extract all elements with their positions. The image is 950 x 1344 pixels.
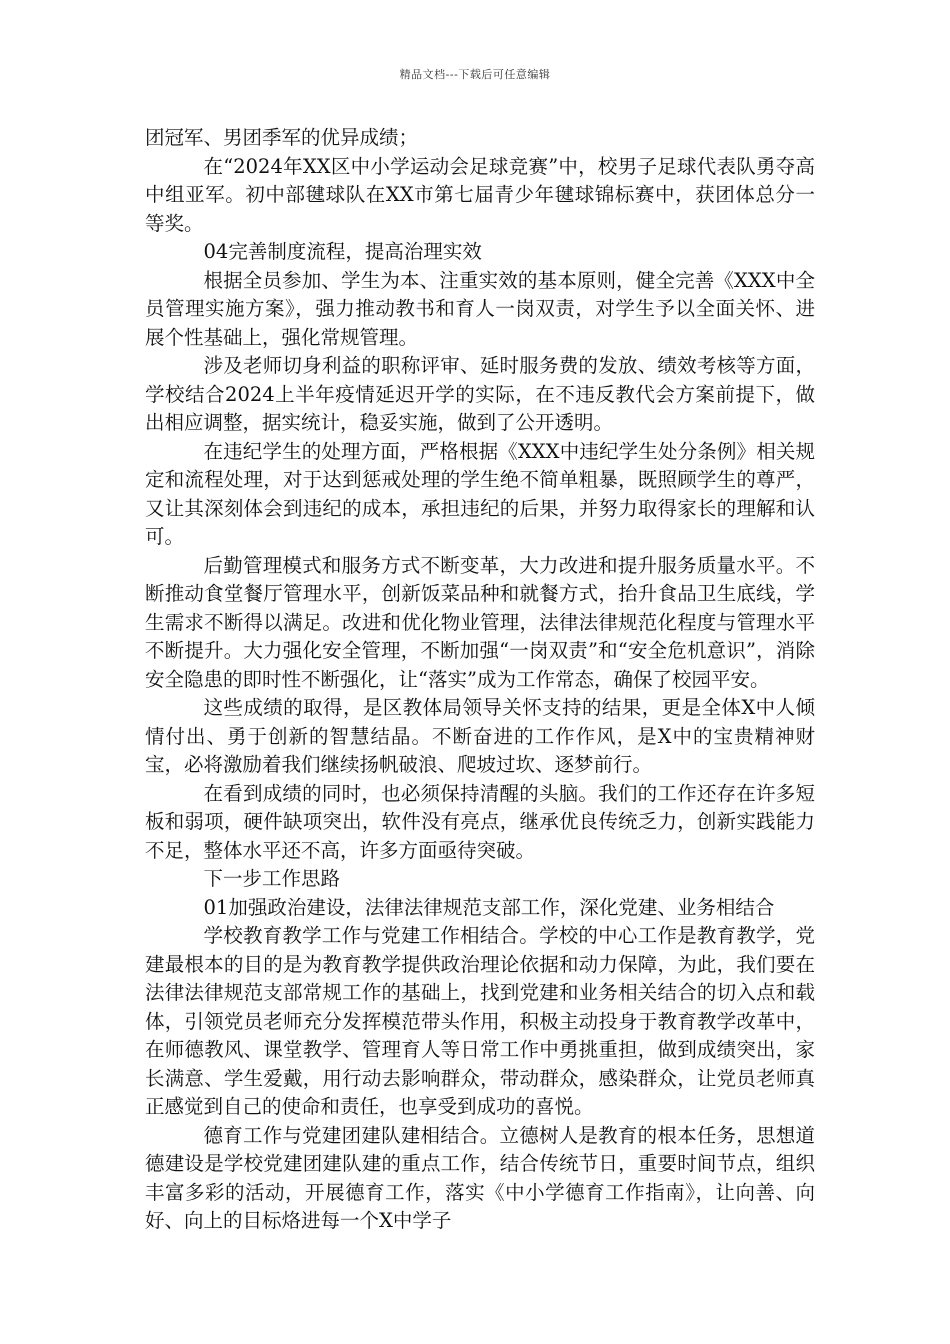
paragraph: 在“2024年XX区中小学运动会足球竞赛”中，校男子足球代表队勇夺高中组亚军。初中部毽球队在XX市第七届青少年毽球锦标赛中，获团体总分一等奖。 — [145, 154, 815, 235]
section-heading: 下一步工作思路 — [203, 867, 341, 890]
page-header: 精品文档---下载后可任意编辑 — [399, 68, 551, 81]
paragraph: 根据全员参加、学生为本、注重实效的基本原则，健全完善《XXX中全员管理实施方案》，强力推动教书和育人一岗双责，对学生予以全面关怀、进展个性基础上，强化常规管理。 — [145, 268, 815, 349]
subsection-heading: 01加强政治建设，法律法律规范支部工作，深化党建、业务相结合 — [203, 895, 775, 919]
paragraph: 涉及老师切身利益的职称评审、延时服务费的发放、绩效考核等方面，学校结合2024上半年疫情延迟开学的实际，在不违反教代会方案前提下，做出相应调整，据实统计，稳妥实施，做到了公开透明。 — [145, 354, 815, 434]
paragraph: 德育工作与党建团建队建相结合。立德树人是教育的根本任务，思想道德建设是学校党建团建队建的重点工作，结合传统节日，重要时间节点，组织丰富多彩的活动，开展德育工作，落实《中小学德育工作指南》，让向善、向好、向上的目标烙进每一个X中学子 — [145, 1123, 815, 1232]
paragraph: 团冠军、男团季军的优异成绩； — [145, 126, 419, 149]
section-heading: 04完善制度流程，提高治理实效 — [203, 240, 482, 263]
paragraph: 后勤管理模式和服务方式不断变革，大力改进和提升服务质量水平。不断推动食堂餐厅管理水平，创新饭菜品种和就餐方式，抬升食品卫生底线，学生需求不断得以满足。改进和优化物业管理，法律法律规范化程度与管理水平不断提升。大力强化安全管理，不断加强“一岗双责”和“安全危机意识”，消除安全隐患的即时性不断强化，让“落实”成为工作常态，确保了校园平安。 — [145, 553, 815, 691]
paragraph: 在看到成绩的同时，也必须保持清醒的头脑。我们的工作还存在许多短板和弱项，硬件缺项突出，软件没有亮点，继承优良传统乏力，创新实践能力不足，整体水平还不高，许多方面亟待突破。 — [145, 781, 815, 862]
paragraph: 在违纪学生的处理方面，严格根据《XXX中违纪学生处分条例》相关规定和流程处理，对于达到惩戒处理的学生绝不简单粗暴，既照顾学生的尊严，又让其深刻体会到违纪的成本，承担违纪的后果，并努力取得家长的理解和认可。 — [145, 439, 815, 548]
paragraph: 学校教育教学工作与党建工作相结合。学校的中心工作是教育教学，党建最根本的目的是为教育教学提供政治理论依据和动力保障，为此，我们要在法律法律规范支部常规工作的基础上，找到党建和业务相关结合的切入点和载体，引领党员老师充分发挥模范带头作用，积极主动投身于教育教学改革中，在师德教风、课堂教学、管理育人等日常工作中勇挑重担，做到成绩突出，家长满意、学生爱戴，用行动去影响群众，带动群众，感染群众，让党员老师真正感觉到自己的使命和责任，也享受到成功的喜悦。 — [145, 924, 815, 1118]
document-body — [145, 124, 815, 1236]
paragraph: 这些成绩的取得，是区教体局领导关怀支持的结果，更是全体X中人倾情付出、勇于创新的智慧结晶。不断奋进的工作作风，是X中的宝贵精神财宝，必将激励着我们继续扬帆破浪、爬坡过坎、逐梦前行。 — [145, 696, 815, 776]
